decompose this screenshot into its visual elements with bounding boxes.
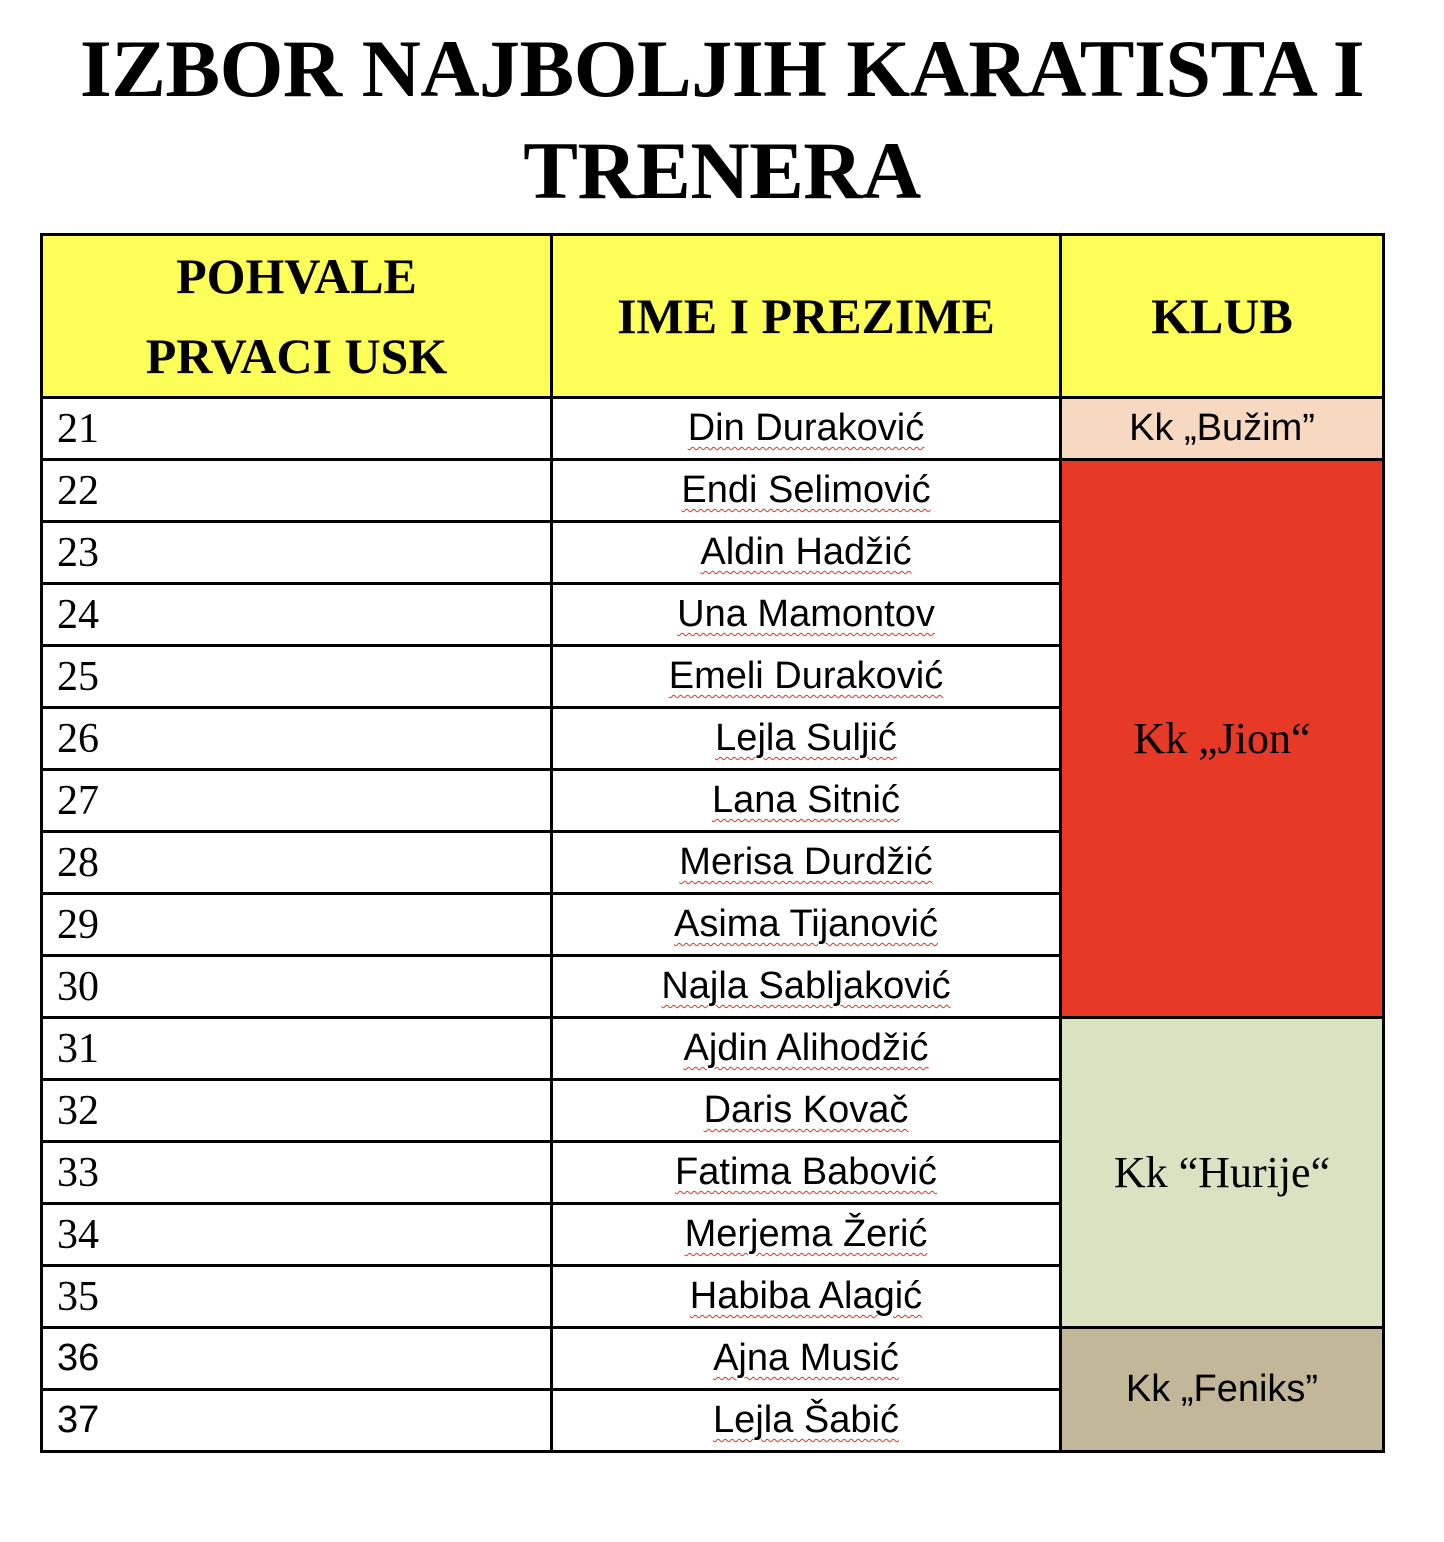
row-name: Din Duraković	[552, 398, 1061, 460]
row-name: Lana Sitnić	[552, 770, 1061, 832]
row-number: 34	[42, 1204, 552, 1266]
row-number: 30	[42, 956, 552, 1018]
row-name: Fatima Babović	[552, 1142, 1061, 1204]
row-name: Endi Selimović	[552, 460, 1061, 522]
header-klub: KLUB	[1061, 235, 1384, 398]
row-number: 24	[42, 584, 552, 646]
row-number: 21	[42, 398, 552, 460]
row-name: Habiba Alagić	[552, 1266, 1061, 1328]
table-row	[42, 398, 1384, 460]
header-pohvale: POHVALE PRVACI USK	[42, 235, 552, 398]
row-name: Emeli Duraković	[552, 646, 1061, 708]
row-name: Aldin Hadžić	[552, 522, 1061, 584]
table-row	[42, 460, 1384, 522]
row-number: 33	[42, 1142, 552, 1204]
row-number: 23	[42, 522, 552, 584]
row-number: 25	[42, 646, 552, 708]
row-number: 35	[42, 1266, 552, 1328]
row-number: 32	[42, 1080, 552, 1142]
row-number: 28	[42, 832, 552, 894]
title-line-1: IZBOR NAJBOLJIH KARATISTA I	[79, 23, 1365, 114]
awards-table	[40, 233, 1385, 1453]
row-name: Najla Sabljaković	[552, 956, 1061, 1018]
row-name: Una Mamontov	[552, 584, 1061, 646]
row-number: 36	[42, 1328, 552, 1390]
row-name: Merisa Durdžić	[552, 832, 1061, 894]
row-name: Lejla Suljić	[552, 708, 1061, 770]
row-name: Ajdin Alihodžić	[552, 1018, 1061, 1080]
row-name: Asima Tijanović	[552, 894, 1061, 956]
club-jion: Kk „Jion“	[1061, 460, 1384, 1018]
row-number: 31	[42, 1018, 552, 1080]
row-number: 26	[42, 708, 552, 770]
row-number: 27	[42, 770, 552, 832]
header-ime-prezime: IME I PREZIME	[552, 235, 1061, 398]
club-hurije: Kk “Hurije“	[1061, 1018, 1384, 1328]
page-title	[0, 18, 1444, 222]
row-name: Merjema Žerić	[552, 1204, 1061, 1266]
table-header-row	[42, 235, 1384, 398]
table-row	[42, 1328, 1384, 1390]
row-number: 29	[42, 894, 552, 956]
table-row	[42, 1018, 1384, 1080]
title-line-2: TRENERA	[523, 125, 921, 216]
club-buzim: Kk „Bužim”	[1061, 398, 1384, 460]
row-number: 22	[42, 460, 552, 522]
club-feniks: Kk „Feniks”	[1061, 1328, 1384, 1452]
row-name: Ajna Musić	[552, 1328, 1061, 1390]
row-name: Daris Kovač	[552, 1080, 1061, 1142]
row-number: 37	[42, 1390, 552, 1452]
row-name: Lejla Šabić	[552, 1390, 1061, 1452]
